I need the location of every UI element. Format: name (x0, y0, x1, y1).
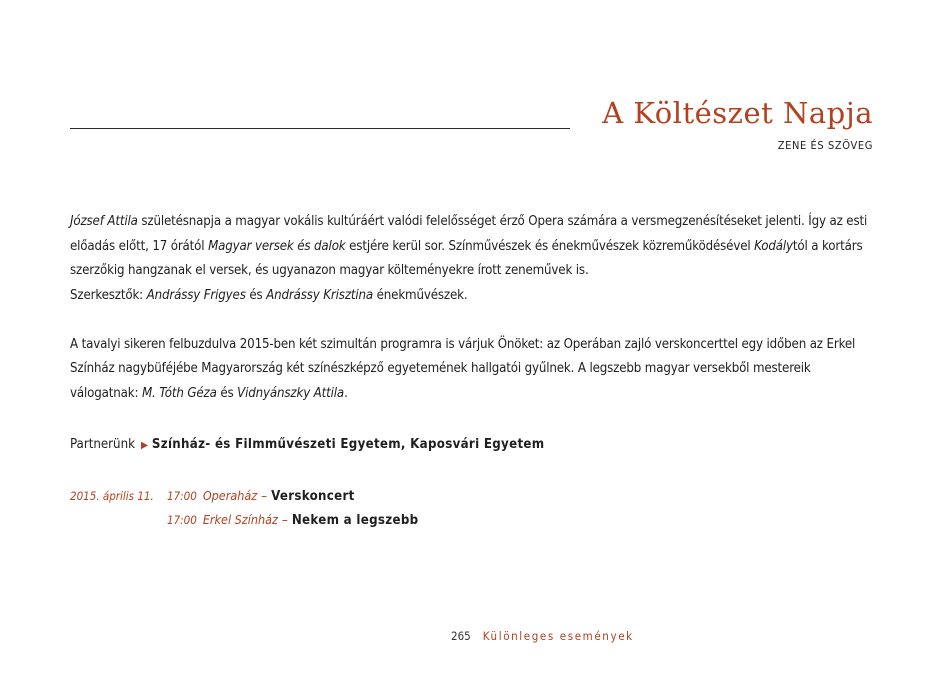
poet-name: József Attila (70, 214, 138, 229)
text-run: tól a kortárs szerzőkig hangzanak el versek, és ugyanazon magyar költeményekre írott zeneművek is. (70, 238, 863, 278)
editors-label: Szerkesztők: (70, 287, 147, 303)
partners-label: Partnerünk (70, 437, 135, 452)
paragraph-program (70, 333, 880, 407)
section-name: Különleges események (482, 629, 634, 643)
triangle-right-icon: ▶ (140, 440, 148, 451)
page-footer (451, 629, 634, 643)
text-run: és (245, 287, 267, 303)
event-venue: Operaház (202, 488, 258, 503)
event-time: 17:00 (167, 489, 197, 503)
text-run: születésnapja a magyar vokális kultúráért valódi felelősséget érző Opera számára a versmegzenésítéseket jelenti. Így az esti előadás előtt, 17 órától (70, 214, 868, 254)
event-date: 2015. április 11. (70, 489, 154, 503)
event-program: Verskoncert (271, 489, 355, 504)
event-dash: – (261, 489, 268, 504)
curator-name: Vidnyánszky Attila (237, 385, 345, 401)
event-venue: Erkel Színház (202, 512, 278, 527)
body-text (70, 210, 880, 406)
text-run: . (344, 385, 348, 401)
partner-names: Színház- és Filmművészeti Egyetem, Kaposvári Egyetem (151, 437, 545, 452)
paragraph-intro (70, 210, 880, 308)
text-run: estjére kerül sor. Színművészek és énekművészek közreműködésével (345, 238, 755, 254)
event-dash: – (281, 513, 288, 528)
curator-name: M. Tóth Géza (141, 385, 217, 401)
page-subtitle: ZENE ÉS SZÖVEG (777, 139, 873, 152)
page-number: 265 (451, 629, 471, 643)
composer-name: Kodály (754, 238, 793, 254)
header-rule (70, 128, 570, 129)
text-run: énekművészek. (373, 287, 468, 303)
text-run: A tavalyi sikeren felbuzdulva 2015-ben két szimultán programra is várjuk Önöket: az Operában zajló verskoncerttel egy időben az Erkel Színház nagybüféjébe Magyarország két színészképző egyetemének hallgatói gyűlnek. A legszebb magyar versekből mestereik válogatnak: (70, 336, 856, 401)
event-time: 17:00 (167, 513, 197, 527)
event-program: Nekem a legszebb (291, 513, 419, 528)
text-run: és (216, 385, 238, 401)
event-name: Magyar versek és dalok (208, 238, 346, 254)
schedule (70, 488, 418, 536)
partners-line (70, 437, 544, 452)
editor-name: Andrássy Frigyes (146, 287, 246, 303)
editor-name: Andrássy Krisztina (266, 287, 374, 303)
schedule-row (70, 488, 418, 512)
page-title: A Költészet Napja (602, 96, 873, 130)
schedule-row (70, 512, 418, 536)
